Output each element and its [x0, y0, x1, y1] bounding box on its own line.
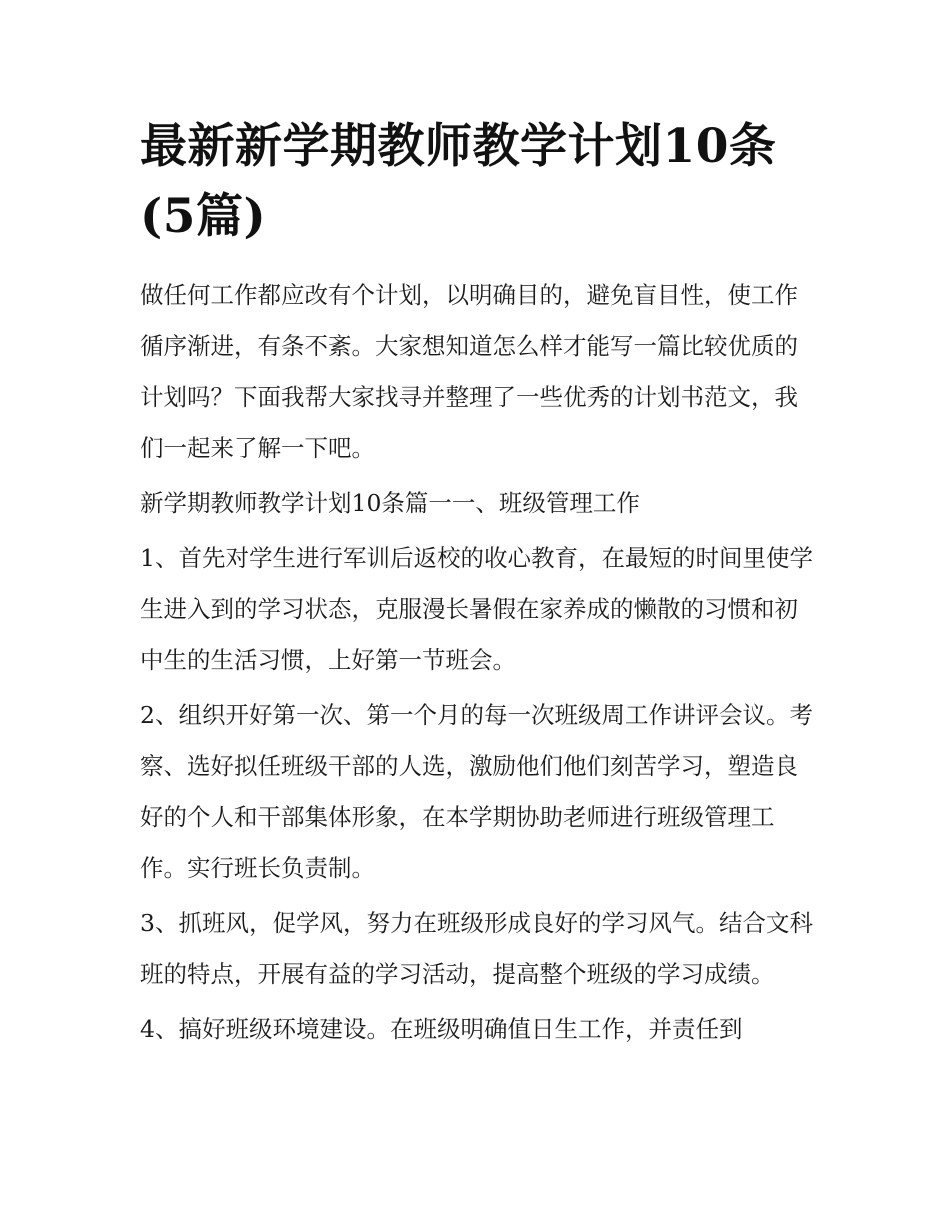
document-body: [140, 112, 820, 1059]
document-title: 最新新学期教师教学计划10条(5篇): [140, 119, 777, 244]
intro-paragraph: 做任何工作都应改有个计划，以明确目的，避免盲目性，使工作循序渐进，有条不紊。大家想知道怎么样才能写一篇比较优质的计划吗？下面我帮大家找寻并整理了一些优秀的计划书范文，我们一起来了解一下吧。: [140, 281, 798, 462]
list-item-4: 4、搞好班级环境建设。在班级明确值日生工作，并责任到: [140, 1015, 743, 1043]
list-item-1: 1、首先对学生进行军训后返校的收心教育，在最短的时间里使学生进入到的学习状态，克服漫长暑假在家养成的懒散的习惯和初中生的生活习惯，上好第一节班会。: [140, 544, 813, 674]
list-item-2: 2、组织开好第一次、第一个月的每一次班级周工作讲评会议。考察、选好拟任班级干部的人选，激励他们他们刻苦学习，塑造良好的个人和干部集体形象，在本学期协助老师进行班级管理工作。实行班长负责制。: [140, 701, 813, 882]
list-item-3: 3、抓班风，促学风，努力在班级形成良好的学习风气。结合文科班的特点，开展有益的学习活动，提高整个班级的学习成绩。: [140, 909, 813, 988]
section-heading-paragraph: 新学期教师教学计划10条篇一一、班级管理工作: [140, 489, 640, 517]
